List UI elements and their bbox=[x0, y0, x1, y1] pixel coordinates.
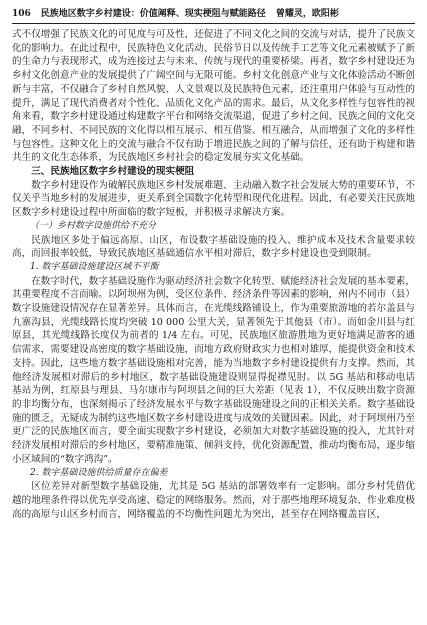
running-authors: 曾耀灵，欧阳彬 bbox=[275, 9, 339, 19]
paragraph-5: 区位差异对新型数字基础设施，尤其是 5G 基站的部署效率有一定影响。部分乡村凭借优越的地理条件得以优先享受高速、稳定的网络服务。然而，对于那些地理环境复杂、作业难度极高的高原与山区乡村而言，网络覆盖的不均衡性问题尤为突出，甚至存在网络覆盖盲区， bbox=[12, 481, 415, 520]
paragraph-3: 民族地区多处于偏远高原、山区，布设数字基础设施的投入、维护成本及技术含量要求较高，而回报率较低，导致民族地区基础通信水平相对滞后，数字乡村建设也受到限制。 bbox=[12, 234, 415, 260]
section-heading-3: 三、民族地区数字乡村建设的现实梗阻 bbox=[31, 166, 195, 178]
paragraph-4: 在数字时代，数字基础设施作为驱动经济社会数字化转型、赋能经济社会发展的基本要素，其重要程度不言而喻。以阿坝州为例，受区位条件、经济条件等因素的影响，州内不同市（县）数字设施建设情况存在显著差异。具体而言，在光缆线路铺设上，作为重要旅游地的若尔盖县与九寨沟县，光缆线路长度均突破 10 000 公里大关，显著领先于其他县（市）。而如金川县与红原县，其光缆线路长度仅为前者的 1/4 左右。可见，民族地区旅游胜地为更好地满足游客的通信需求，需要建设高密度的数字基础设施，而地方政府财政实力也相对雄厚，能提供资金和技术支持。因此，这些地方数字基础设施相对完善，能为当地数字乡村建设提供有力支撑。然而，其他经济发展相对滞后的乡村地区，数字基础设施建设则显得捉襟见肘。以 5G 基站和移动电话基站为例，红原县与理县、马尔康市与阿坝县之间的巨大差距（见表 1），不仅反映出数字资源的非均衡分布，也深刻揭示了经济发展水平与数字基础设施建设之间的正相关关系。数字基础设施的匮乏，无疑成为制约这些地区数字乡村建设进度与成效的关键因素。因此，对于阿坝州乃至更广泛的民族地区而言，要全面实现数字乡村建设，必须加大对数字基础设施的投入，尤其针对经济发展相对滞后的乡村地区，要精准施策、倾斜支持，优化资源配置，推动均衡布局，逐步缩小区域间的“数字鸿沟”。 bbox=[12, 275, 415, 465]
subsection-heading-1: （一）乡村数字设施供给不充分 bbox=[30, 220, 157, 231]
running-title: 民族地区数字乡村建设：价值阐释、现实梗阻与赋能路径 bbox=[40, 9, 266, 19]
subsubsection-heading-1: 1. 数字基础设施建设区域不平衡 bbox=[30, 261, 159, 272]
running-header bbox=[12, 8, 415, 24]
article-body bbox=[12, 24, 415, 521]
paragraph-1: 式不仅增强了民族文化的可见度与可及性，还促进了不同文化之间的交流与对话，提升了民族文化的影响力。在此过程中，民族特色文化活动、民俗节日以及传统手工艺等文化元素被赋予了新的生命力与表现形式，成为连接过去与未来、传统与现代的重要桥梁。再者，数字乡村建设还为乡村文化创意产业的发展提供了广阔空间与无限可能。乡村文化创意产业与文化体验活动不断创新与丰富，不仅融合了乡村自然风貌、人文景观以及民族特色元素，还注重用户体验与互动性的提升，满足了现代消费者对个性化、品质化文化产品的需求。最后，从文化多样性与包容性的视角来看，数字乡村建设通过构建数字平台和网络交流渠道，促进了乡村之间、民族之间的文化交融，不同乡村、不同民族的文化得以相互展示、相互借鉴、相互融合，从而增强了文化的多样性与包容性。这种文化上的交流与融合不仅有助于增进民族之间的了解与信任，还有助于构建和谐共生的文化生态体系，为民族地区乡村社会的稳定发展夯实文化基础。 bbox=[12, 29, 415, 164]
page-number: 106 bbox=[12, 9, 31, 19]
subsubsection-heading-2: 2. 数字基础设施供给质量存在偏差 bbox=[30, 467, 168, 478]
paragraph-2: 数字乡村建设作为破解民族地区乡村发展难题、主动融入数字社会发展大势的重要环节，不仅关乎当地乡村的发展进步，更关系到全国数字化转型和现代化进程。因此，有必要关注民族地区数字乡村建设过程中所面临的数字短板，并积极寻求解决方案。 bbox=[12, 179, 415, 219]
